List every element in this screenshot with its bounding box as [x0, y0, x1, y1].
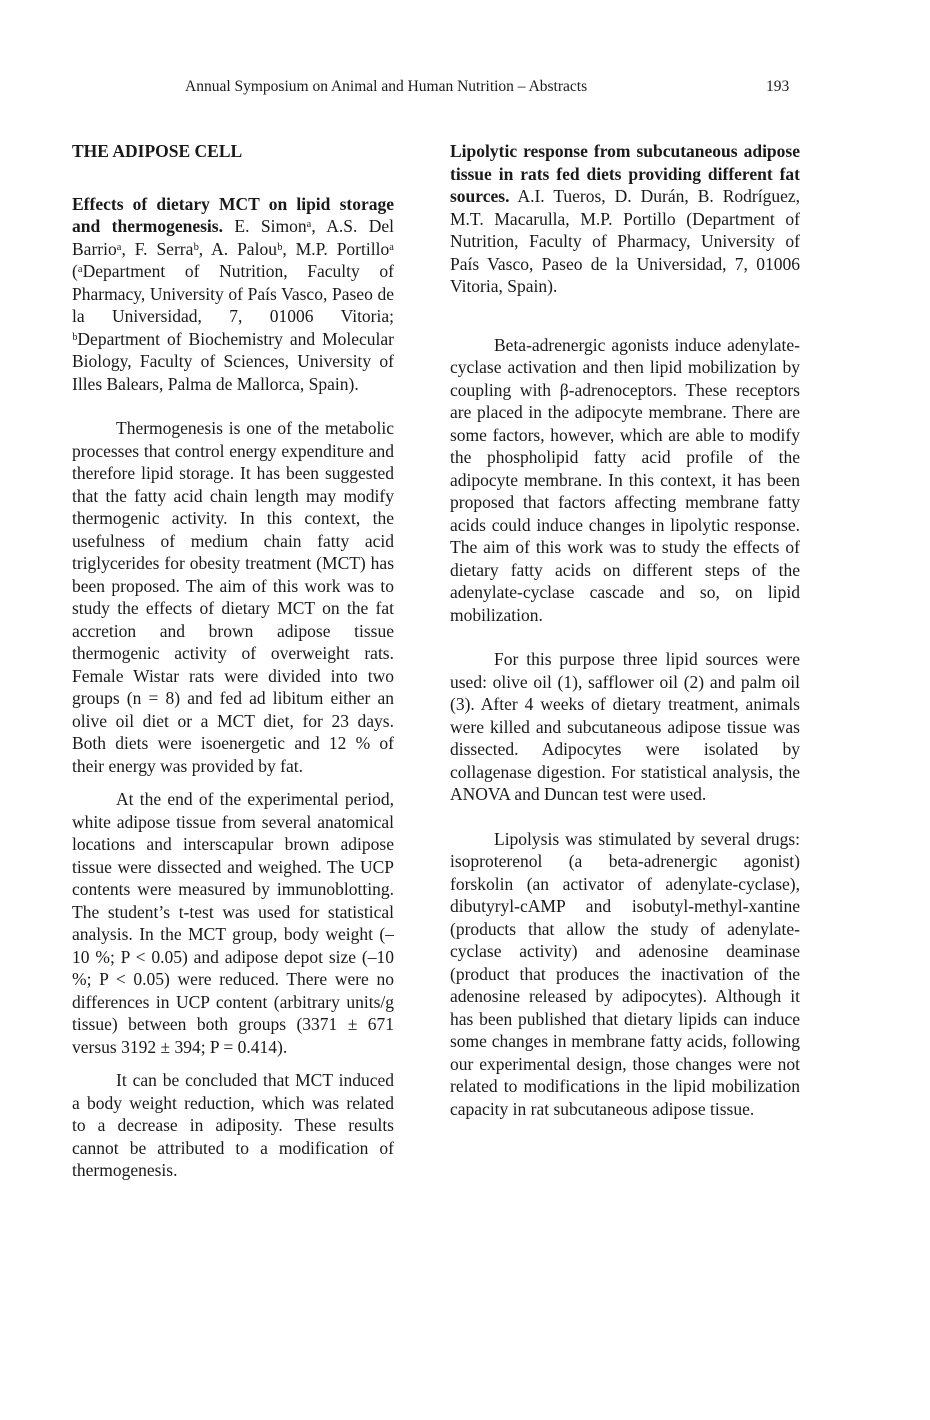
paragraph: It can be concluded that MCT induced a body weight reduction, which was related to a decrease in adiposity. These results cannot be attributed to a modification of thermogenesis. [72, 1070, 394, 1180]
paragraph: Lipolysis was stimulated by several drugs: isoproterenol (a beta-adrenergic agonist) forskolin (an activator of adenylate-cyclase), dibutyryl-cAMP and isobutyl-methyl-xantine (products that allow the study of adenylate-cyclase activity) and adenosine deaminase (product that produces the inactivation of the adenosine released by adipocytes). Although it has been published that dietary lipids can induce some changes in membrane fatty acids, following our experimental design, those changes were not related to modifications in the lipid mobilization capacity in rat subcutaneous adipose tissue. [450, 828, 800, 1119]
running-header [0, 78, 930, 102]
abstract-heading-right [450, 140, 800, 298]
paragraph: At the end of the experimental period, white adipose tissue from several anatomical locations and interscapular brown adipose tissue were dissected and weighed. The UCP contents were measured by immunoblotting. The student’s t-test was used for statistical analysis. In the MCT group, body weight (–10 %; P < 0.05) and adipose depot size (–10 %; P < 0.05) were reduced. There were no differences in UCP content (arbitrary units/g tissue) between both groups (3371 ± 671 versus 3192 ± 394; P = 0.414). [72, 789, 394, 1057]
section-title: THE ADIPOSE CELL [72, 141, 243, 161]
abstract-heading-left [72, 193, 394, 396]
right-column [450, 140, 800, 1120]
running-title: Annual Symposium on Animal and Human Nutrition – Abstracts [185, 78, 588, 95]
page-number: 193 [766, 78, 790, 95]
paragraph: Beta-adrenergic agonists induce adenylate-cyclase activation and then lipid mobilization by coupling with β-adrenoceptors. These receptors are placed in the adipocyte membrane. There are some factors, however, which are able to modify the phospholipid fatty acid profile of the adipocyte membrane. In this context, it has been proposed that factors affecting membrane fatty acids could induce changes in lipolytic response. The aim of this work was to study the effects of dietary fatty acids on different steps of the adenylate-cyclase cascade and so, on lipid mobilization. [450, 334, 800, 625]
authors-affiliation-left: E. Simonᵃ, A.S. Del Barrioᵃ, F. Serraᵇ, A. Palouᵇ, M.P. Portilloᵃ (ᵃDepartment of Nutrition, Faculty of Pharmacy, University of País Vasco, Paseo de la Universidad, 7, 01006 Vitoria; ᵇDepartment of Biochemistry and Molecular Biology, Faculty of Sciences, University of Illes Balears, Palma de Mallorca, Spain). [72, 216, 395, 394]
left-column [72, 140, 394, 1182]
abstract-title-right: Lipolytic response from subcutaneous adipose tissue in rats fed diets providing different fat sources. [450, 141, 800, 206]
authors-affiliation-right: A.I. Tueros, D. Durán, B. Rodríguez, M.T. Macarulla, M.P. Portillo (Department of Nutrition, Faculty of Pharmacy, University of País Vasco, Paseo de la Universidad, 7, 01006 Vitoria, Spain). [450, 186, 800, 296]
paragraph: For this purpose three lipid sources were used: olive oil (1), safflower oil (2) and palm oil (3). After 4 weeks of dietary treatment, animals were killed and subcutaneous adipose tissue was dissected. Adipocytes were isolated by collagenase digestion. For statistical analysis, the ANOVA and Duncan test were used. [450, 649, 800, 804]
abstract-title-left: Effects of dietary MCT on lipid storage and thermogenesis. [72, 193, 394, 236]
paragraph: Thermogenesis is one of the metabolic processes that control energy expenditure and therefore lipid storage. It has been suggested that the fatty acid chain length may modify thermogenic activity. In this context, the usefulness of medium chain fatty acid triglycerides for obesity treatment (MCT) has been proposed. The aim of this work was to study the effects of dietary MCT on the fat accretion and brown adipose tissue thermogenic activity of overweight rats. Female Wistar rats were divided into two groups (n = 8) and fed ad libitum either an olive oil diet or a MCT diet, for 23 days. Both diets were isoenergetic and 12 % of their energy was provided by fat. [72, 418, 394, 776]
